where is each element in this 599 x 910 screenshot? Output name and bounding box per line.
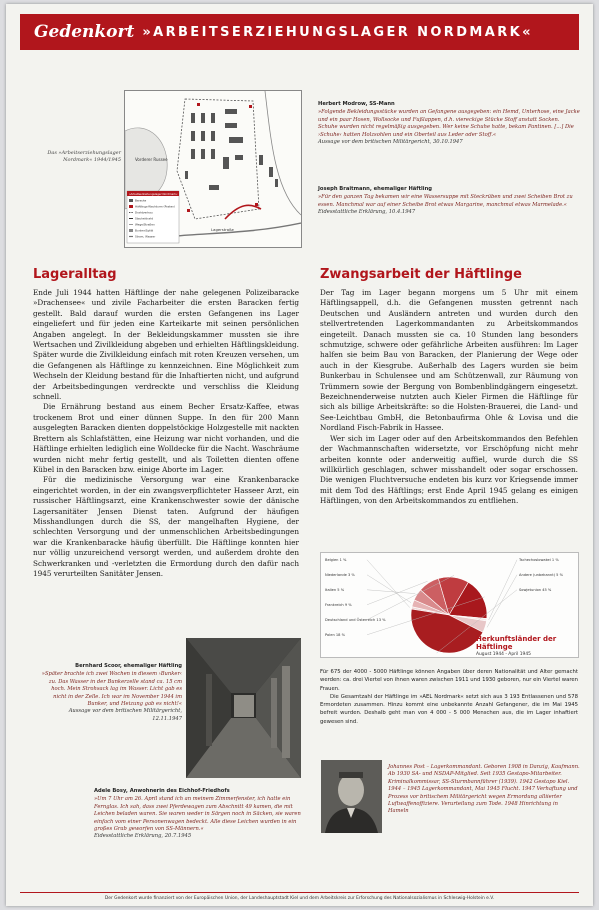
- bunker-photo: [186, 638, 301, 778]
- quote-text: »Folgende Bekleidungsstücke wurden an Gefangene ausgegeben: ein Hemd, Unterhose, eine Jacke und ein paar Hosen, Wollsocke und Fußlappen, d.h. viereckige Stücke Stoff anstatt Socken. Schuhe wurden nicht regelmäßig ausgegeben. Wer keine Schuhe hatte, bekam Pantinen. [...] Die ›Schuhe‹ hatten Holzsohlen und ein Oberteil aus Leder oder Stoff.«: [318, 109, 580, 138]
- pie-leader-line: [367, 575, 411, 603]
- pie-leader-line: [489, 560, 517, 620]
- quote-source: Eidesstattliche Erklärung, 10.4.1947: [318, 209, 416, 216]
- map-label-lagerstrasse: Lagerstraße: [211, 227, 234, 232]
- paragraph: Für 675 der 4000 - 5000 Häftlinge können Angaben über deren Nationalität und Alter gemacht werden: ca. drei Viertel von ihnen waren zwischen 1911 und 1930 geboren, nur ein Viertel waren Frauen.: [320, 669, 579, 692]
- quote-source: Aussage vor dem britischen Militärgericht, 12.11.1947: [68, 708, 182, 722]
- pie-label: Polen 18 %: [325, 633, 345, 637]
- legend-item: Wege/Straßen: [135, 222, 155, 227]
- pie-title-text: Herkunftsländer der Häftlinge: [476, 635, 557, 651]
- quote-author: Joseph Braitmann, ehemaliger Häftling: [318, 186, 432, 192]
- camp-map: [124, 90, 302, 248]
- map-legend-title: »Arbeitserziehungslager Nordmark«: [129, 191, 178, 196]
- pie-label: Frankreich 9 %: [325, 603, 352, 607]
- memorial-panel: [6, 4, 593, 906]
- paragraph: Wer sich im Lager oder auf den Arbeitskommandos den Befehlen der Wachmannschaften widersetzte, vor Erschöpfung nicht mehr arbeiten konnte oder anderweitig auffiel, wurde durch die SS willkürlich geschlagen, schwer misshandelt oder sogar erschossen. Die wenigen Fluchtversuche endeten bis kurz vor Kriegsende immer mit dem Tod des Häftlings; erst Ende April 1945 gelang es einigen Häftlingen, von den Arbeitskommandos zu entfliehen.: [320, 433, 578, 506]
- pie-label: Deutschland und Österreich 13 %: [325, 618, 386, 622]
- legend-item: Stacheldraht: [135, 216, 153, 221]
- paragraph: Ende Juli 1944 hatten Häftlinge der nahe gelegenen Polizeibaracke »Drachensee« und zivile Facharbeiter die ersten Baracken fertig gestellt. Bald darauf wurden die ersten Gefangenen ins Lager eingeliefert und für jeden eine Karteikarte mit seinen persönlichen Angaben angelegt. In der Bekleidungskammer mussten sie ihre Wertsachen und Zivilkleidung abgeben und erhielten Häftlingskleidung. Später wurde die Zivilkleidung einfach mit roten Kreuzen versehen, um die Gefangenen als Häftlinge zu kennzeichnen. Eine Möglichkeit zum Wechseln der Kleidung bestand für die Inhaftierten nicht, und aufgrund der Arbeitsbedingungen verdreckte und verschliss die Kleidung schnell.: [33, 288, 299, 402]
- quote-text: Johannes Post – Lagerkommandant. Geboren 1908 in Danzig, Kaufmann. Ab 1930 SA- und NSDAP-Mitglied. Seit 1935 Gestapo-Mitarbeiter. Kriminalkommissar, SS-Sturmbannführer (1939). 1942 Gestapo Kiel. 1944 – 1945 Lagerkommandant, Mai 1945 Flucht. 1947 Verhaftung und Prozess vor britischem Militärgericht wegen Ermordung alliierter Luftwaffenoffiziere. Verurteilung zum Tode. 1948 Hinrichtung in Hameln: [388, 764, 580, 815]
- legend-item: Drahtverhau: [135, 210, 153, 215]
- quote-post-bio: [388, 764, 580, 816]
- quote-text: »Später brachte ich zwei Wochen in diesem ›Bunker‹ zu. Das Wasser in der Bunkerzelle stand ca. 15 cm hoch. Mein Strohsack lag im Wasser. Licht gab es nicht in der Zelle. Ich war im November 1944 im Bunker, und Heizung gab es nicht!«: [41, 671, 182, 708]
- legend-item: Häftlings-Wachturm (Posten): [135, 204, 176, 209]
- footer-divider: [20, 892, 579, 893]
- pie-leader-line: [367, 590, 415, 594]
- quote-source: Aussage vor dem britischen Militärgericht, 30.10.1947: [318, 139, 463, 146]
- legend-item: Baracke: [135, 198, 147, 203]
- paragraph: Die Gesamtzahl der Häftlinge im »AEL Nordmark« setzt sich aus 3 193 Entlassenen und 578 Ermordeten zusammen. Hinzu kommt eine unbekannte Anzahl Gefangener, die im Mai 1945 befreit wurden. Deshalb geht man von 4 000 - 5 000 Menschen aus, die im Lager inhaftiert gewesen sind.: [320, 693, 578, 725]
- map-label-russee: Vorderer Russee: [135, 157, 168, 162]
- quote-author: Bernhard Scoor, ehemaliger Häftling: [75, 663, 182, 669]
- quote-scoor: [38, 663, 182, 723]
- banner-title-lager: »ARBEITSERZIEHUNGSLAGER NORDMARK«: [142, 24, 533, 40]
- footer-credits: Der Gedenkort wurde finanziert von der Europäischen Union, der Landeshauptstadt Kiel und dem Arbeitskreis zur Erforschung des Nationalsozialismus in Schleswig-Holstein e.V.: [104, 896, 495, 901]
- paragraph: Die Ernährung bestand aus einem Becher Ersatz-Kaffee, etwas trockenem Brot und einer dünnen Suppe. In den für 200 Mann ausgelegten Baracken dienten doppelstöckige Holzgestelle mit nackten Brettern als Schlafstätten, eine Heizung war nicht vorhanden, und die Häftlinge erhielten lediglich eine Wolldecke für die Nacht. Waschräume wurden nicht mehr fertig gestellt, und als Toiletten dienten offene Kübel in den Baracken bzw. einige Aborte im Lager.: [33, 402, 299, 474]
- paragraph: Für die medizinische Versorgung war eine Krankenbaracke eingerichtet worden, in der ein zwangsverpflichteter Hasseer Arzt, ein russischer Häftlingsarzt, eine Krankenschwester sowie der dänische Lagersanitäter Jensen Dienst taten. Aufgrund der häufigen Misshandlungen durch die SS, der mangelhaften Hygiene, der schlechten Versorgung und der unmenschlichen Arbeitsbedingungen war die Krankenbaracke häufig überfüllt. Die Häftlinge konnten hier nur völlig unzureichend versorgt werden, und außerdem drohte den Schwerkranken und -verletzten die Ermordung durch den dafür nach 1945 verurteilten Sanitäter Jensen.: [33, 475, 299, 578]
- quote-text: »Um 7 Uhr am 26. April stand ich an meinem Zimmerfenster, ich hatte ein Fernglas. Ich sah, dass zwei Pferdewagen zum Abschnitt 49 kamen, die mit Leichen beladen waren. Sie waren weder in Särgen noch in Säcken, sie waren einfach vom einer Personenwagen bedeckt. Alle diese Leichen wurden in ein großes Grab geworfen von SS-Männern.«: [94, 796, 301, 833]
- pie-title: [476, 635, 576, 659]
- pie-leader-line: [367, 560, 410, 608]
- quote-bosy: [94, 788, 304, 841]
- pie-label: Belgien 1 %: [325, 558, 347, 562]
- pie-leader-line: [487, 575, 517, 628]
- legend-item: Bunker/Splitt: [135, 228, 154, 233]
- quote-author: Herbert Modrow, SS-Mann: [318, 101, 395, 107]
- quote-source: Eidesstattliche Erklärung, 20.7.1945: [94, 833, 192, 840]
- map-caption: Das »Arbeitserziehungslager Nordmark« 1944/1945: [47, 150, 121, 163]
- pie-label: Sowjetunion 45 %: [519, 588, 552, 592]
- text-lageralltag: [33, 288, 299, 579]
- text-stats: [320, 668, 578, 726]
- quote-author: Adele Bosy, Anwohnerin des Eichhof-Friedhofs: [94, 788, 230, 794]
- camp-map-drawing: [125, 91, 301, 247]
- banner-title-gedenkort: Gedenkort: [34, 22, 135, 42]
- legend-item: Strom, Wasser: [135, 234, 156, 239]
- quote-modrow: [318, 101, 580, 146]
- pie-subtitle: August 1944 - April 1945: [476, 652, 531, 657]
- heading-zwangsarbeit: Zwangsarbeit der Häftlinge: [320, 267, 522, 282]
- map-legend: [127, 191, 179, 243]
- portrait-photo-post: [321, 760, 382, 833]
- pie-label: Andere (unbekannt) 5 %: [519, 573, 564, 577]
- heading-lageralltag: Lageralltag: [33, 267, 117, 282]
- title-banner: [20, 14, 579, 50]
- pie-label: Niederlande 3 %: [325, 573, 355, 577]
- paragraph: Der Tag im Lager begann morgens um 5 Uhr mit einem Häftlingsappell, d.h. die Gefangenen mussten getrennt nach Deutschen und Ausländern antreten und wurden durch den stellvertretenden Lagerkommandanten zu Arbeitskommandos eingeteilt. Danach mussten sie ca. 10 Stunden lang besonders schmutzige, schwere oder gefährliche Arbeiten ausführen: Im Lager halfen sie beim Bau von Baracken, der Planierung der Wege oder auch in der Kiesgrube. Außerhalb des Lagers wurden sie beim Bunkerbau in Schulensee und am Schützenwall, zur Räumung von Trümmern sowie der Bergung von Bombenblindgängern eingesetzt. Bezeichnenderweise nutzten auch Kieler Firmen die Häftlinge für sich als billige Arbeitskräfte: so die Holsten-Brauerei, die Land- und See-Leichtbau GmbH, die Betonbaufirma Ohle & Lovisa und die Nordland Fisch-Fabrik in Hassee.: [320, 288, 578, 433]
- quote-braitmann: [318, 186, 580, 217]
- pie-label: Italien 5 %: [325, 588, 345, 592]
- text-zwangsarbeit: [320, 288, 578, 507]
- pie-label: Tschechoslowakei 1 %: [519, 558, 559, 562]
- quote-text: »Für den ganzen Tag bekamen wir eine Wassersuppe mit Steckrüben und zwei Scheiben Brot zu essen. Manchmal war auf einer Scheibe Brot etwas Margarine, manchmal etwas Marmelade.«: [318, 194, 573, 208]
